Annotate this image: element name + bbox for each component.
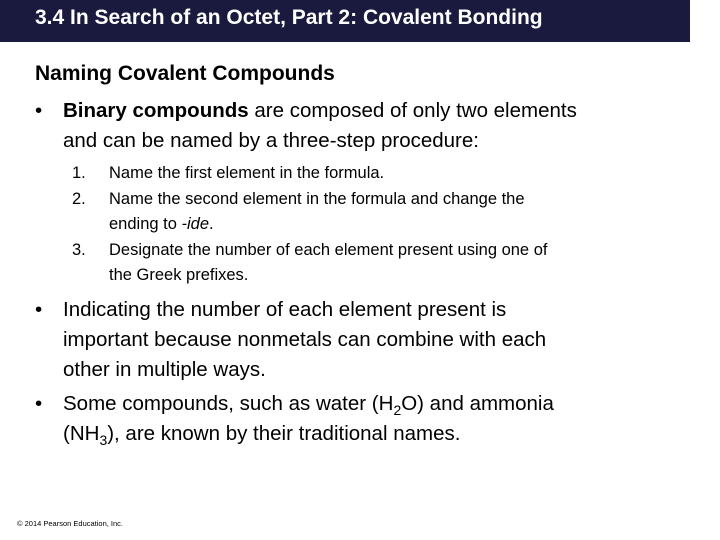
step-number: 1. [72, 164, 86, 182]
bullet-text: Some compounds, such as water (H [63, 392, 394, 415]
bullet-marker: • [35, 99, 43, 122]
suffix-ide: -ide [181, 215, 209, 233]
step-number: 2. [72, 189, 86, 208]
bullet-number-importance [35, 295, 546, 385]
bullet-line: important because nonmetals can combine with each [63, 328, 547, 351]
subscript: 2 [393, 402, 402, 419]
naming-steps-list [72, 161, 547, 289]
bullet-line: Indicating the number of each element present is [63, 298, 507, 321]
bullet-line: other in multiple ways. [63, 358, 266, 381]
list-item [72, 238, 547, 289]
title-bar [0, 0, 690, 42]
slide-heading: Naming Covalent Compounds [35, 62, 335, 85]
bullet-marker: • [35, 392, 43, 415]
list-item [72, 187, 547, 238]
step-number: 3. [72, 240, 86, 259]
step-text [72, 212, 547, 238]
subscript: 3 [99, 432, 108, 449]
step-text: the Greek prefixes. [109, 266, 249, 284]
bullet-line [35, 96, 577, 126]
bullet-marker: • [35, 298, 43, 321]
bullet-text: are composed of only two elements [248, 99, 577, 122]
slide-title: 3.4 In Search of an Octet, Part 2: Covalent Bonding [35, 6, 543, 29]
bullet-line [35, 389, 554, 419]
copyright-footer: © 2014 Pearson Education, Inc. [17, 519, 124, 528]
bold-term: Binary compounds [63, 99, 249, 122]
bullet-binary-compounds [35, 96, 577, 156]
bullet-line: and can be named by a three-step procedure: [63, 129, 479, 152]
step-text: Name the second element in the formula and change the [109, 189, 525, 208]
bullet-line [35, 419, 554, 449]
bullet-text: O) and ammonia [401, 392, 554, 415]
step-text: Designate the number of each element present using one of [109, 240, 548, 259]
bullet-text: (NH [63, 422, 100, 445]
bullet-traditional-names [35, 389, 554, 449]
step-text-part: ending to [109, 215, 182, 233]
bullet-text: ), are known by their traditional names. [107, 422, 461, 445]
step-text-part: . [209, 215, 214, 233]
list-item [72, 161, 547, 187]
step-text: Name the first element in the formula. [109, 164, 385, 182]
